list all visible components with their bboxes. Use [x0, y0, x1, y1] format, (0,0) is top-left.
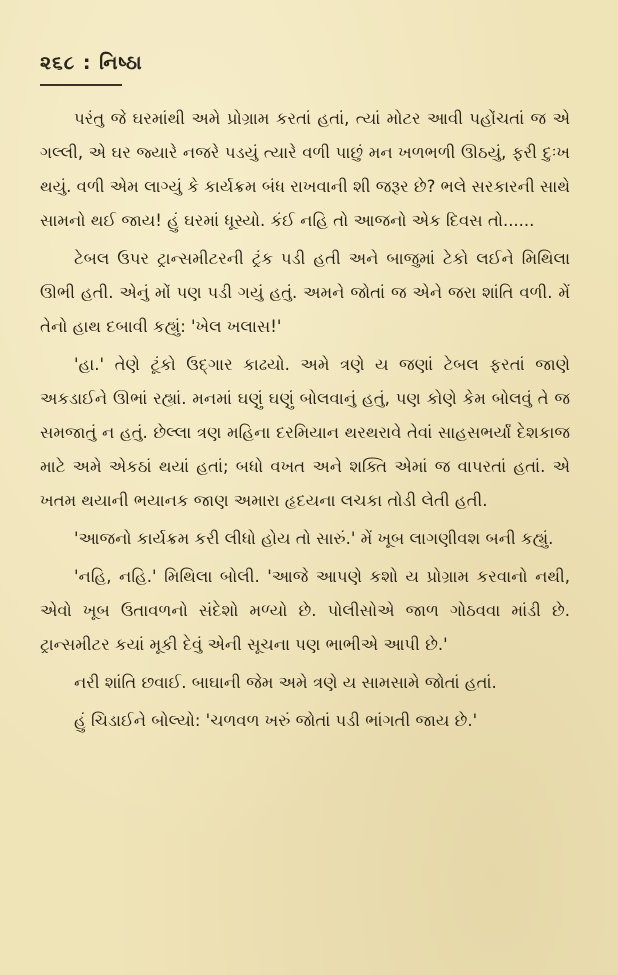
paragraph-1: પરંતુ જે ઘરમાંથી અમે પ્રોગ્રામ કરતાં હતાં, ત્યાં મોટર આવી પહોંચતાં જ એ ગલ્લી, એ ઘર જ્યારે નજરે પડયું ત્યારે વળી પાછું મન ખળભળી ઊઠયું, ફરી દુઃખ થયું. વળી એમ લાગ્યું કે કાર્યક્રમ બંધ રાખવાની શી જરૂર છે? ભલે સરકારની સાથે સામનો થઈ જાય! હું ઘરમાં ધૂસ્યો. કંઈ નહિ તો આજનો એક દિવસ તો......: [40, 109, 570, 230]
page-header: ૨૬૮ : નિષ્ઠા: [40, 52, 143, 74]
header-rule: [40, 84, 122, 86]
paragraph-3: 'હા.' તેણે ટૂંકો ઉદ્ગાર કાઢયો. અમે ત્રણે ય જણાં ટેબલ ફરતાં જાણે અકડાઈને ઊભાં રહ્યાં. મનમાં ઘણું ઘણું બોલવાનું હતું, પણ કોણે કેમ બોલવું તે જ સમજાતું ન હતું. છેલ્લા ત્રણ મહિના દરમિયાન થરથરાવે તેવાં સાહસભર્યાં દેશકાજ માટે અમે એકઠાં થયાં હતાં; બધો વખત અને શક્તિ એમાં જ વાપરતાં હતાં. એ ખતમ થયાની ભયાનક જાણ અમારા હૃદયના લચકા તોડી લેતી હતી.: [40, 355, 570, 510]
paragraph-2: ટેબલ ઉપર ટ્રાન્સમીટરની ટ્રંક પડી હતી અને બાજુમાં ટેકો લઈને મિથિલા ઊભી હતી. એનું મોં પણ પડી ગયું હતું. અમને જોતાં જ એને જરા શાંતિ વળી. મેં તેનો હાથ દબાવી કહ્યું: 'ખેલ ખલાસ!': [40, 249, 570, 336]
paragraph-7: હું ચિડાઈને બોલ્યો: 'ચળવળ ખરું જોતાં પડી ભાંગતી જાય છે.': [74, 711, 478, 730]
paragraph-5: 'નહિ, નહિ.' મિથિલા બોલી. 'આજે આપણે કશો ય પ્રોગ્રામ કરવાનો નથી, એવો ખૂબ ઉતાવળનો સંદેશો મળ્યો છે. પોલીસોએ જાળ ગોઠવવા માંડી છે. ટ્રાન્સમીટર કયાં મૂકી દેવું એની સૂચના પણ ભાભીએ આપી છે.': [40, 567, 570, 654]
paragraph-4: 'આજનો કાર્યક્રમ કરી લીધો હોય તો સારું.' મેં ખૂબ લાગણીવશ બની કહ્યું.: [74, 529, 554, 548]
paragraph-6: નરી શાંતિ છવાઈ. બાઘાની જેમ અમે ત્રણે ય સામસામે જોતાં હતાં.: [74, 673, 497, 692]
